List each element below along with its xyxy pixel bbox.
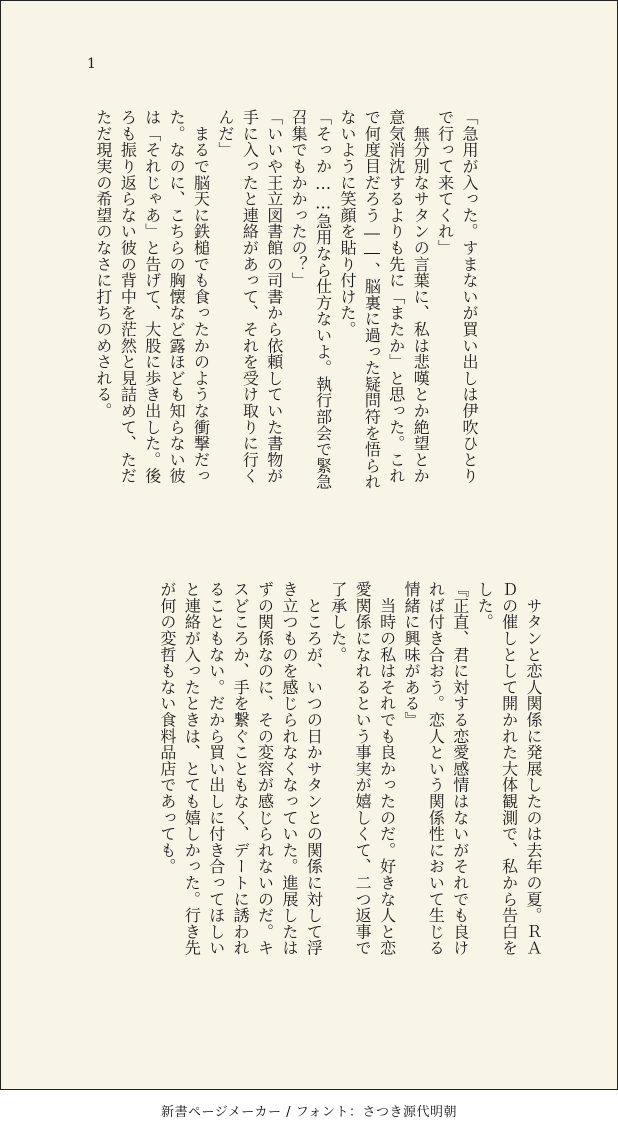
text-line: Ｄの催しとして開かれた大体観測で、私から告白を: [499, 581, 519, 956]
text-line: き立つものを感じられなくなっていた。進展したは: [279, 581, 299, 956]
footer-credit: 新書ページメーカー / フォント：さつき源代明朝: [160, 1105, 458, 1120]
text-line: 『正直、君に対する恋愛感情はないがそれでも良け: [450, 581, 470, 956]
text-line: 愛関係になれるという事実が嬉しくて、二つ返事で: [353, 581, 373, 956]
text-line: れば付き合おう。恋人という関係性において生じる: [426, 581, 446, 956]
text-line: 「急用が入った。すまないが買い出しは伊吹ひとり: [460, 109, 479, 484]
text-block-top: [81, 109, 481, 529]
text-line: 無分別なサタンの言葉に、私は悲嘆とか絶望とか: [411, 109, 431, 484]
text-line: サタンと恋人関係に発展したのは去年の夏。ＲＡ: [524, 581, 543, 956]
text-line: が何の変哲もない食料品店であっても。: [157, 581, 177, 875]
page-number: 1: [87, 56, 96, 72]
text-line: 了承した。: [328, 581, 348, 663]
text-line: ただ現実の希望のなさに打ちのめされる。: [93, 109, 113, 419]
text-line: は「それじゃあ」と告げて、大股に歩き出した。後: [142, 109, 162, 484]
text-line: と連絡が入ったときは、とても嬉しかった。行き先: [182, 581, 202, 956]
text-line: 召集でもかかったの？」: [289, 109, 309, 289]
text-line: ることもない。だから買い出しに付き合ってほしい: [206, 581, 226, 956]
text-line: 当時の私はそれでも良かったのだ。好きな人と恋: [377, 581, 397, 956]
text-line: ろも振り返らない彼の背中を茫然と見詰めて、ただ: [118, 109, 138, 484]
text-line: した。: [475, 581, 495, 630]
text-line: ところが、いつの日かサタンとの関係に対して浮: [304, 581, 324, 956]
text-line: 「いいや王立図書館の司書から依頼していた書物が: [264, 109, 284, 484]
text-block-bottom: [81, 581, 545, 1001]
text-line: 「そっか……急用なら仕方ないよ。執行部会で緊急: [313, 109, 333, 490]
text-line: 情緒に興味がある』: [401, 581, 421, 728]
text-line: まるで脳天に鉄槌でも食ったかのような衝撃だっ: [191, 109, 211, 484]
text-line: 意気消沈するよりも先に「またか」と思った。これ: [386, 109, 406, 484]
text-line: で何度目だろう――、脳裏に過った疑問符を悟られ: [362, 109, 382, 490]
text-line: で行って来てくれ」: [435, 109, 455, 256]
text-line: ないように笑顔を貼り付けた。: [337, 109, 357, 338]
text-line: ずの関係なのに、その変容が感じられないのだ。キ: [255, 581, 275, 956]
text-line: スどころか、手を繋ぐこともなく、デートに誘われ: [231, 581, 251, 956]
text-line: んだ」: [215, 109, 235, 158]
text-line: 手に入ったと連絡があって、それを受け取りに行く: [240, 109, 260, 484]
text-line: た。なのに、こちらの胸懐など露ほども知らない彼: [167, 109, 187, 484]
